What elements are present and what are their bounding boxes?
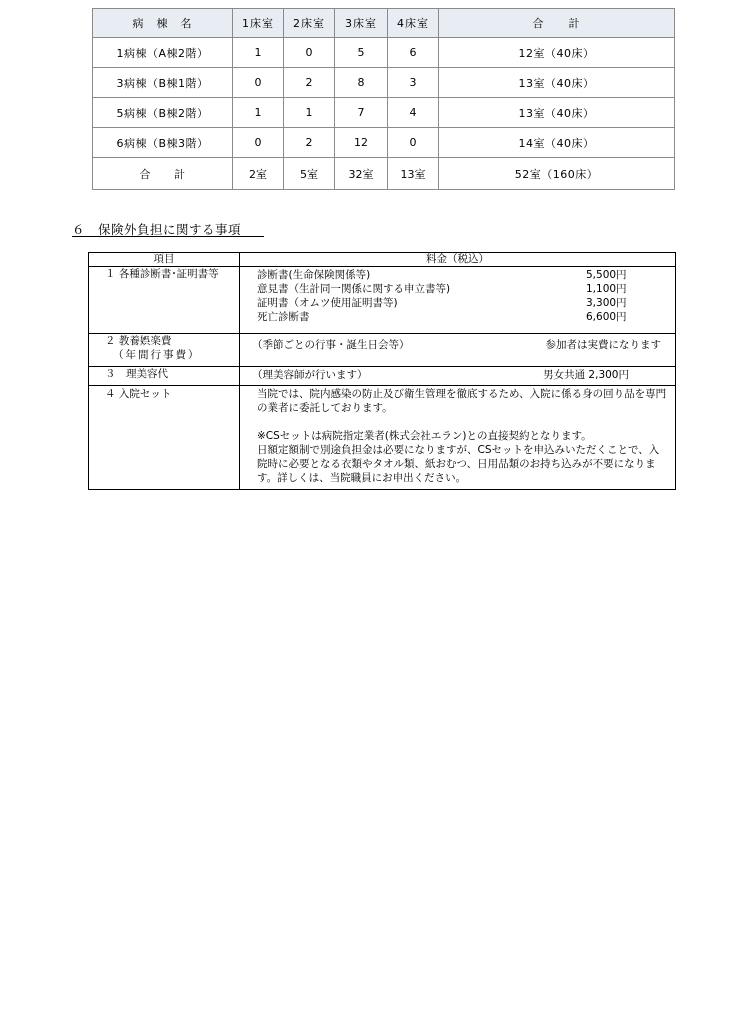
- table-row: [93, 38, 675, 68]
- header-triple-room: 3床室: [335, 9, 388, 38]
- header-single-room: 1床室: [233, 9, 284, 38]
- cell-value: 2: [284, 68, 335, 98]
- table-row: [93, 68, 675, 98]
- total-label: 合 計: [93, 158, 233, 190]
- ward-name: 6病棟（B棟3階）: [93, 128, 233, 158]
- paragraph: 日額定額制で別途負担金は必要になりますが、CSセットを申込みいただくことで、入院時に必要となる衣類やタオル類、紙おむつ、日用品類のお持ち込みが不要になります。詳しくは、当院職員にお申出ください。: [257, 444, 660, 484]
- cell-value: 2: [284, 128, 335, 158]
- cell-value: 8: [335, 68, 388, 98]
- ward-name: 3病棟（B棟1階）: [93, 68, 233, 98]
- fee-row-beauty: [89, 367, 676, 386]
- item-note: 男女共通 2,300円: [543, 369, 629, 381]
- doc-price: 6,600円: [586, 311, 627, 323]
- cell-value: 5室: [284, 158, 335, 190]
- row-total: 13室（40床）: [439, 68, 675, 98]
- ward-header-row: [93, 9, 675, 38]
- cell-value: 32室: [335, 158, 388, 190]
- cell-value: 0: [233, 68, 284, 98]
- item-label: ２ 教養娯楽費: [105, 335, 172, 347]
- spacer: [257, 415, 669, 429]
- section-number: ６: [72, 222, 86, 237]
- paragraph: 当院では、院内感染の防止及び衛生管理を徹底するため、入院に係る身の回り品を専門の業者に委託しております。: [257, 388, 667, 414]
- price-lines: [240, 267, 675, 326]
- table-total-row: [93, 158, 675, 190]
- cell-value: 12: [335, 128, 388, 158]
- price-cell: [240, 367, 676, 386]
- item-sublabel: （年間行事費）: [113, 349, 201, 361]
- cell-value: 2室: [233, 158, 284, 190]
- item-label: ３ 理美容代: [89, 367, 240, 386]
- price-line: [252, 338, 661, 352]
- cell-value: 0: [284, 38, 335, 68]
- cell-value: 7: [335, 98, 388, 128]
- cell-value: 1: [233, 38, 284, 68]
- doc-name: 死亡診断書: [257, 311, 310, 323]
- cell-value: 3: [388, 68, 439, 98]
- list-item: [257, 310, 675, 324]
- description-cell: [240, 386, 676, 490]
- fee-table: [88, 252, 676, 490]
- price-cell: [240, 334, 676, 367]
- item-note: 参加者は実費になります: [545, 339, 661, 351]
- table-row: [93, 128, 675, 158]
- doc-name: 証明書（オムツ使用証明書等): [257, 297, 398, 309]
- paragraph: ※CSセットは病院指定業者(株式会社エラン)との直接契約となります。: [257, 430, 592, 442]
- cell-value: 1: [233, 98, 284, 128]
- fee-row-recreation: [89, 334, 676, 367]
- item-label: ４ 入院セット: [89, 386, 240, 490]
- row-total: 13室（40床）: [439, 98, 675, 128]
- list-item: [257, 268, 675, 282]
- row-total: 14室（40床）: [439, 128, 675, 158]
- cell-value: 13室: [388, 158, 439, 190]
- price-line: [240, 367, 675, 382]
- doc-price: 5,500円: [586, 269, 627, 281]
- price-cell: [240, 267, 676, 334]
- cell-value: 5: [335, 38, 388, 68]
- header-double-room: 2床室: [284, 9, 335, 38]
- ward-name: 1病棟（A棟2階）: [93, 38, 233, 68]
- doc-price: 3,300円: [586, 297, 627, 309]
- cell-value: 1: [284, 98, 335, 128]
- doc-price: 1,100円: [586, 283, 627, 295]
- cell-value: 0: [233, 128, 284, 158]
- section-underline: [72, 236, 264, 237]
- row-total: 12室（40床）: [439, 38, 675, 68]
- fee-header-row: [89, 253, 676, 267]
- item-label: １ 各種診断書･証明書等: [89, 267, 240, 334]
- item-description: （理美容師が行います）: [252, 369, 368, 381]
- list-item: [257, 296, 675, 310]
- cell-value: 6: [388, 38, 439, 68]
- doc-name: 意見書（生計同一関係に関する申立書等): [257, 283, 451, 295]
- header-item: 項目: [89, 253, 240, 267]
- grand-total: 52室（160床）: [439, 158, 675, 190]
- header-price: 料金（税込）: [240, 253, 676, 267]
- cell-value: 0: [388, 128, 439, 158]
- ward-name: 5病棟（B棟2階）: [93, 98, 233, 128]
- ward-table: [92, 8, 675, 190]
- table-row: [93, 98, 675, 128]
- item-description: （季節ごとの行事・誕生日会等）: [252, 339, 410, 351]
- doc-name: 診断書(生命保険関係等): [257, 269, 371, 281]
- header-total: 合 計: [439, 9, 675, 38]
- header-ward-name: 病 棟 名: [93, 9, 233, 38]
- section-title-text: 保険外負担に関する事項: [98, 222, 242, 237]
- list-item: [257, 282, 675, 296]
- header-quad-room: 4床室: [388, 9, 439, 38]
- fee-row-admission-set: [89, 386, 676, 490]
- cell-value: 4: [388, 98, 439, 128]
- fee-row-certificates: [89, 267, 676, 334]
- item-cell: [89, 334, 240, 367]
